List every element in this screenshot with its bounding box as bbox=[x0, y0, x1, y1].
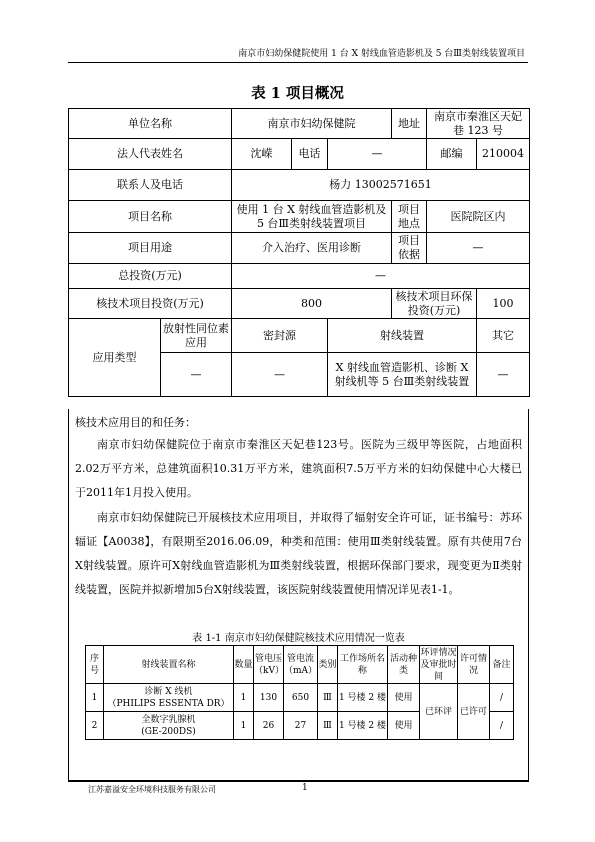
col-header-name: 射线装置名称 bbox=[104, 646, 234, 684]
address: 南京市秦淮区天妃巷 123 号 bbox=[427, 109, 530, 139]
footer-company: 江苏嘉溢安全环境科技服务有限公司 bbox=[88, 785, 216, 794]
device-model: (GE-200DS) bbox=[141, 726, 196, 737]
license-paragraph: 南京市妇幼保健院已开展核技术应用项目，并取得了辐射安全许可证，证书编号：苏环辐证【A0038】，有限期至2016.06.09，种类和范围：使用Ⅲ类射线装置。原有共使用7台X射线装置。原许可X射线血管造影机为Ⅲ类射线装置，根据环保部门要求，现变更为Ⅱ类射线装置，医院并拟新增加5台X射线装置，该医院射线装置使用情况详见表1-1。 bbox=[75, 511, 522, 596]
row-activity: 使用 bbox=[388, 712, 420, 740]
col-header-qty: 数量 bbox=[234, 646, 254, 684]
basis-label: 项目依据 bbox=[392, 233, 427, 264]
permit-status: 已许可 bbox=[458, 684, 490, 740]
col-header-place: 工作场所名称 bbox=[338, 646, 388, 684]
postcode: 210004 bbox=[477, 139, 530, 170]
app-value-other: — bbox=[477, 353, 530, 397]
device-model: （PHILIPS ESSENTA DR） bbox=[107, 698, 230, 709]
app-value-isotope: — bbox=[161, 353, 232, 397]
row-qty: 1 bbox=[234, 684, 254, 712]
app-value-ray-device: X 射线血管造影机、诊断 X 射线机等 5 台Ⅲ类射线装置 bbox=[328, 353, 477, 397]
postcode-label: 邮编 bbox=[427, 139, 477, 170]
row-device-name bbox=[104, 684, 234, 712]
app-type-label: 应用类型 bbox=[69, 319, 161, 397]
total-invest-label: 总投资(万元) bbox=[69, 264, 232, 289]
col-header-permit: 许可情况 bbox=[458, 646, 490, 684]
col-header-note: 备注 bbox=[490, 646, 514, 684]
purpose-section bbox=[68, 409, 529, 781]
row-no: 1 bbox=[86, 684, 104, 712]
footer-rule bbox=[68, 781, 529, 782]
col-header-no: 序号 bbox=[86, 646, 104, 684]
phone-label: 电话 bbox=[292, 139, 328, 170]
section-title: 核技术应用目的和任务： bbox=[75, 416, 196, 429]
sub-table-caption: 表 1-1 南京市妇幼保健院核技术应用情况一览表 bbox=[192, 633, 405, 644]
legal-rep-label: 法人代表姓名 bbox=[69, 139, 232, 170]
unit-name: 南京市妇幼保健院 bbox=[232, 109, 392, 139]
row-place: 1 号楼 2 楼 bbox=[338, 684, 388, 712]
eia-status: 已环评 bbox=[420, 684, 458, 740]
project-name-label: 项目名称 bbox=[69, 201, 232, 233]
col-header-activity: 活动种类 bbox=[388, 646, 420, 684]
row-kv: 26 bbox=[254, 712, 284, 740]
col-header-eia: 环评情况及审批时间 bbox=[420, 647, 457, 682]
row-place: 1 号楼 2 楼 bbox=[338, 712, 388, 740]
col-header-class: 类别 bbox=[318, 646, 338, 684]
device-name: 全数字乳腺机 bbox=[141, 714, 196, 725]
contact-label: 联系人及电话 bbox=[69, 170, 232, 201]
row-activity: 使用 bbox=[388, 684, 420, 712]
project-name: 使用 1 台 X 射线血管造影机及 5 台Ⅲ类射线装置项目 bbox=[232, 201, 392, 233]
phone: — bbox=[328, 139, 427, 170]
row-class: Ⅲ bbox=[318, 712, 338, 740]
device-name: 诊断 X 线机 bbox=[144, 686, 193, 697]
basis: — bbox=[427, 233, 530, 264]
total-invest: — bbox=[232, 264, 530, 289]
row-ma: 650 bbox=[284, 684, 318, 712]
table-row bbox=[86, 684, 514, 712]
row-note: / bbox=[490, 684, 514, 712]
unit-name-label: 单位名称 bbox=[69, 109, 232, 139]
page-number: 1 bbox=[302, 783, 308, 793]
row-qty: 1 bbox=[234, 712, 254, 740]
running-header: 南京市妇幼保健院使用 1 台 X 射线血管造影机及 5 台Ⅲ类射线装置项目 bbox=[238, 49, 525, 59]
header-rule bbox=[68, 62, 528, 63]
app-value-sealed-source: — bbox=[232, 353, 328, 397]
device-table bbox=[85, 645, 514, 740]
row-device-name bbox=[104, 712, 234, 740]
project-site: 医院院区内 bbox=[427, 201, 530, 233]
app-header-ray-device: 射线装置 bbox=[328, 319, 477, 353]
col-header-kv: 管电压（kV） bbox=[254, 646, 284, 684]
nuclear-invest-label: 核技术项目投资(万元) bbox=[69, 289, 232, 319]
row-no: 2 bbox=[86, 712, 104, 740]
app-header-other: 其它 bbox=[477, 319, 530, 353]
legal-rep: 沈嵘 bbox=[232, 139, 292, 170]
env-invest-label: 核技术项目环保投资(万元) bbox=[392, 289, 477, 319]
row-class: Ⅲ bbox=[318, 684, 338, 712]
overview-table bbox=[68, 108, 530, 397]
address-label: 地址 bbox=[392, 109, 427, 139]
nuclear-invest: 800 bbox=[232, 289, 392, 319]
page-title: 表 1 项目概况 bbox=[251, 85, 344, 102]
app-header-sealed-source: 密封源 bbox=[232, 319, 328, 353]
purpose: 介入治疗、医用诊断 bbox=[232, 233, 392, 264]
app-header-isotope: 放射性同位素应用 bbox=[161, 319, 232, 353]
row-ma: 27 bbox=[284, 712, 318, 740]
purpose-label: 项目用途 bbox=[69, 233, 232, 264]
intro-paragraph: 南京市妇幼保健院位于南京市秦淮区天妃巷123号。医院为三级甲等医院，占地面积2.02万平方米，总建筑面积10.31万平方米，建筑面积7.5万平方米的妇幼保健中心大楼已于2011年1月投入使用。 bbox=[75, 438, 522, 499]
contact: 杨力 13002571651 bbox=[232, 170, 530, 201]
project-site-label: 项目地点 bbox=[392, 201, 427, 233]
row-kv: 130 bbox=[254, 684, 284, 712]
env-invest: 100 bbox=[477, 289, 530, 319]
col-header-ma: 管电流（mA） bbox=[284, 646, 318, 684]
row-note: / bbox=[490, 712, 514, 740]
